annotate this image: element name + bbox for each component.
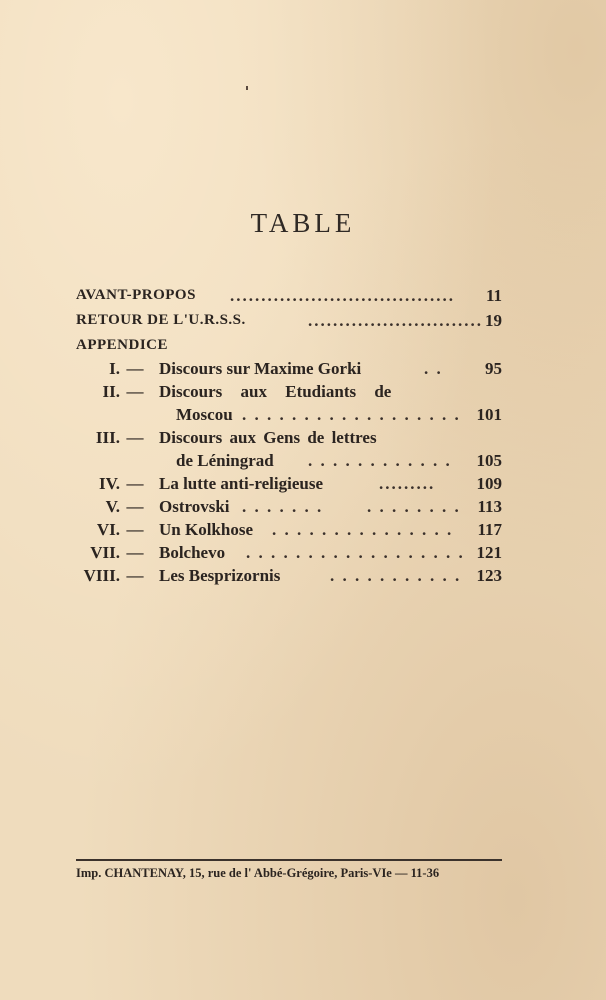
appendix-entry-continued xyxy=(76,449,502,472)
appendix-entry xyxy=(76,564,502,587)
entry-numeral: VIII. xyxy=(83,566,120,585)
page-title: TABLE xyxy=(250,208,356,238)
toc-section-title: APPENDICE xyxy=(76,337,169,353)
entry-numeral: IV. xyxy=(99,474,120,493)
entry-title: Bolchevo xyxy=(159,543,226,562)
toc-page-number: 105 xyxy=(476,451,502,470)
entry-dash: — xyxy=(126,382,144,401)
leader-dots: ......... xyxy=(379,474,436,493)
printer-imprint: Imp. CHANTENAY, 15, rue de l' Abbé-Grégoire, Paris-VIe — 11-36 xyxy=(76,866,440,880)
toc-entry-title: RETOUR DE L'U.R.S.S. xyxy=(76,312,246,328)
entry-numeral: II. xyxy=(102,382,120,401)
appendix-entry xyxy=(76,472,502,495)
entry-dash: — xyxy=(126,474,144,493)
entry-title-continued: Moscou xyxy=(176,405,233,424)
entry-numeral: III. xyxy=(95,428,120,447)
leader-dots: . . . . . . . . . . . xyxy=(330,566,462,585)
appendix-entry xyxy=(76,380,502,403)
entry-title: Discours aux Gens de lettres xyxy=(159,428,377,447)
appendix-entry xyxy=(76,541,502,564)
entry-title: Discours aux Etudiants de xyxy=(159,382,392,401)
toc-entry-avant-propos xyxy=(76,284,502,307)
appendix-entry xyxy=(76,357,502,380)
toc-page-number: 11 xyxy=(485,286,502,305)
entry-title: La lutte anti-religieuse xyxy=(159,474,323,493)
appendix-entry xyxy=(76,495,502,518)
leader-dots: . . . . . . . . . . . . . . . xyxy=(272,520,454,539)
leader-dots: .................................... xyxy=(230,286,455,305)
entry-title-continued: de Léningrad xyxy=(176,451,274,470)
appendix-entry xyxy=(76,426,502,449)
entry-dash: — xyxy=(126,497,144,516)
toc-page-number: 117 xyxy=(477,520,502,539)
entry-title: Les Besprizornis xyxy=(159,566,281,585)
leader-dots: . . . . . . . . . . . . . . . xyxy=(242,497,461,516)
table-of-contents xyxy=(76,284,502,587)
ink-speck xyxy=(246,86,248,90)
entry-title: Ostrovski xyxy=(159,497,230,516)
entry-dash: — xyxy=(126,428,144,447)
toc-page-number: 101 xyxy=(476,405,502,424)
entry-dash: — xyxy=(126,566,144,585)
leader-dots: . . . . . . . . . . . . . . . . . . xyxy=(242,405,461,424)
toc-entry-title: AVANT-PROPOS xyxy=(76,287,196,303)
leader-dots: . . . . . . . . . . . . . . . . . . xyxy=(246,543,465,562)
leader-dots: . . xyxy=(424,359,443,378)
entry-numeral: I. xyxy=(109,359,120,378)
entry-numeral: V. xyxy=(105,497,120,516)
footer-rule xyxy=(76,859,502,861)
toc-page-number: 123 xyxy=(476,566,502,585)
entry-dash: — xyxy=(126,520,144,539)
entry-title: Discours sur Maxime Gorki xyxy=(159,359,362,378)
appendix-entry-continued xyxy=(76,403,502,426)
toc-page-number: 109 xyxy=(476,474,502,493)
entry-numeral: VI. xyxy=(96,520,120,539)
toc-page-number: 19 xyxy=(485,311,502,330)
entry-dash: — xyxy=(126,543,144,562)
appendix-entry xyxy=(76,518,502,541)
toc-entry-appendice xyxy=(76,334,502,357)
toc-entry-retour xyxy=(76,309,502,332)
toc-page-number: 113 xyxy=(477,497,502,516)
toc-page-number: 95 xyxy=(485,359,502,378)
entry-title: Un Kolkhose xyxy=(159,520,253,539)
leader-dots: ............................ xyxy=(308,311,483,330)
entry-numeral: VII. xyxy=(90,543,120,562)
entry-dash: — xyxy=(126,359,144,378)
toc-page-number: 121 xyxy=(476,543,502,562)
leader-dots: . . . . . . . . . . . . xyxy=(308,451,452,470)
